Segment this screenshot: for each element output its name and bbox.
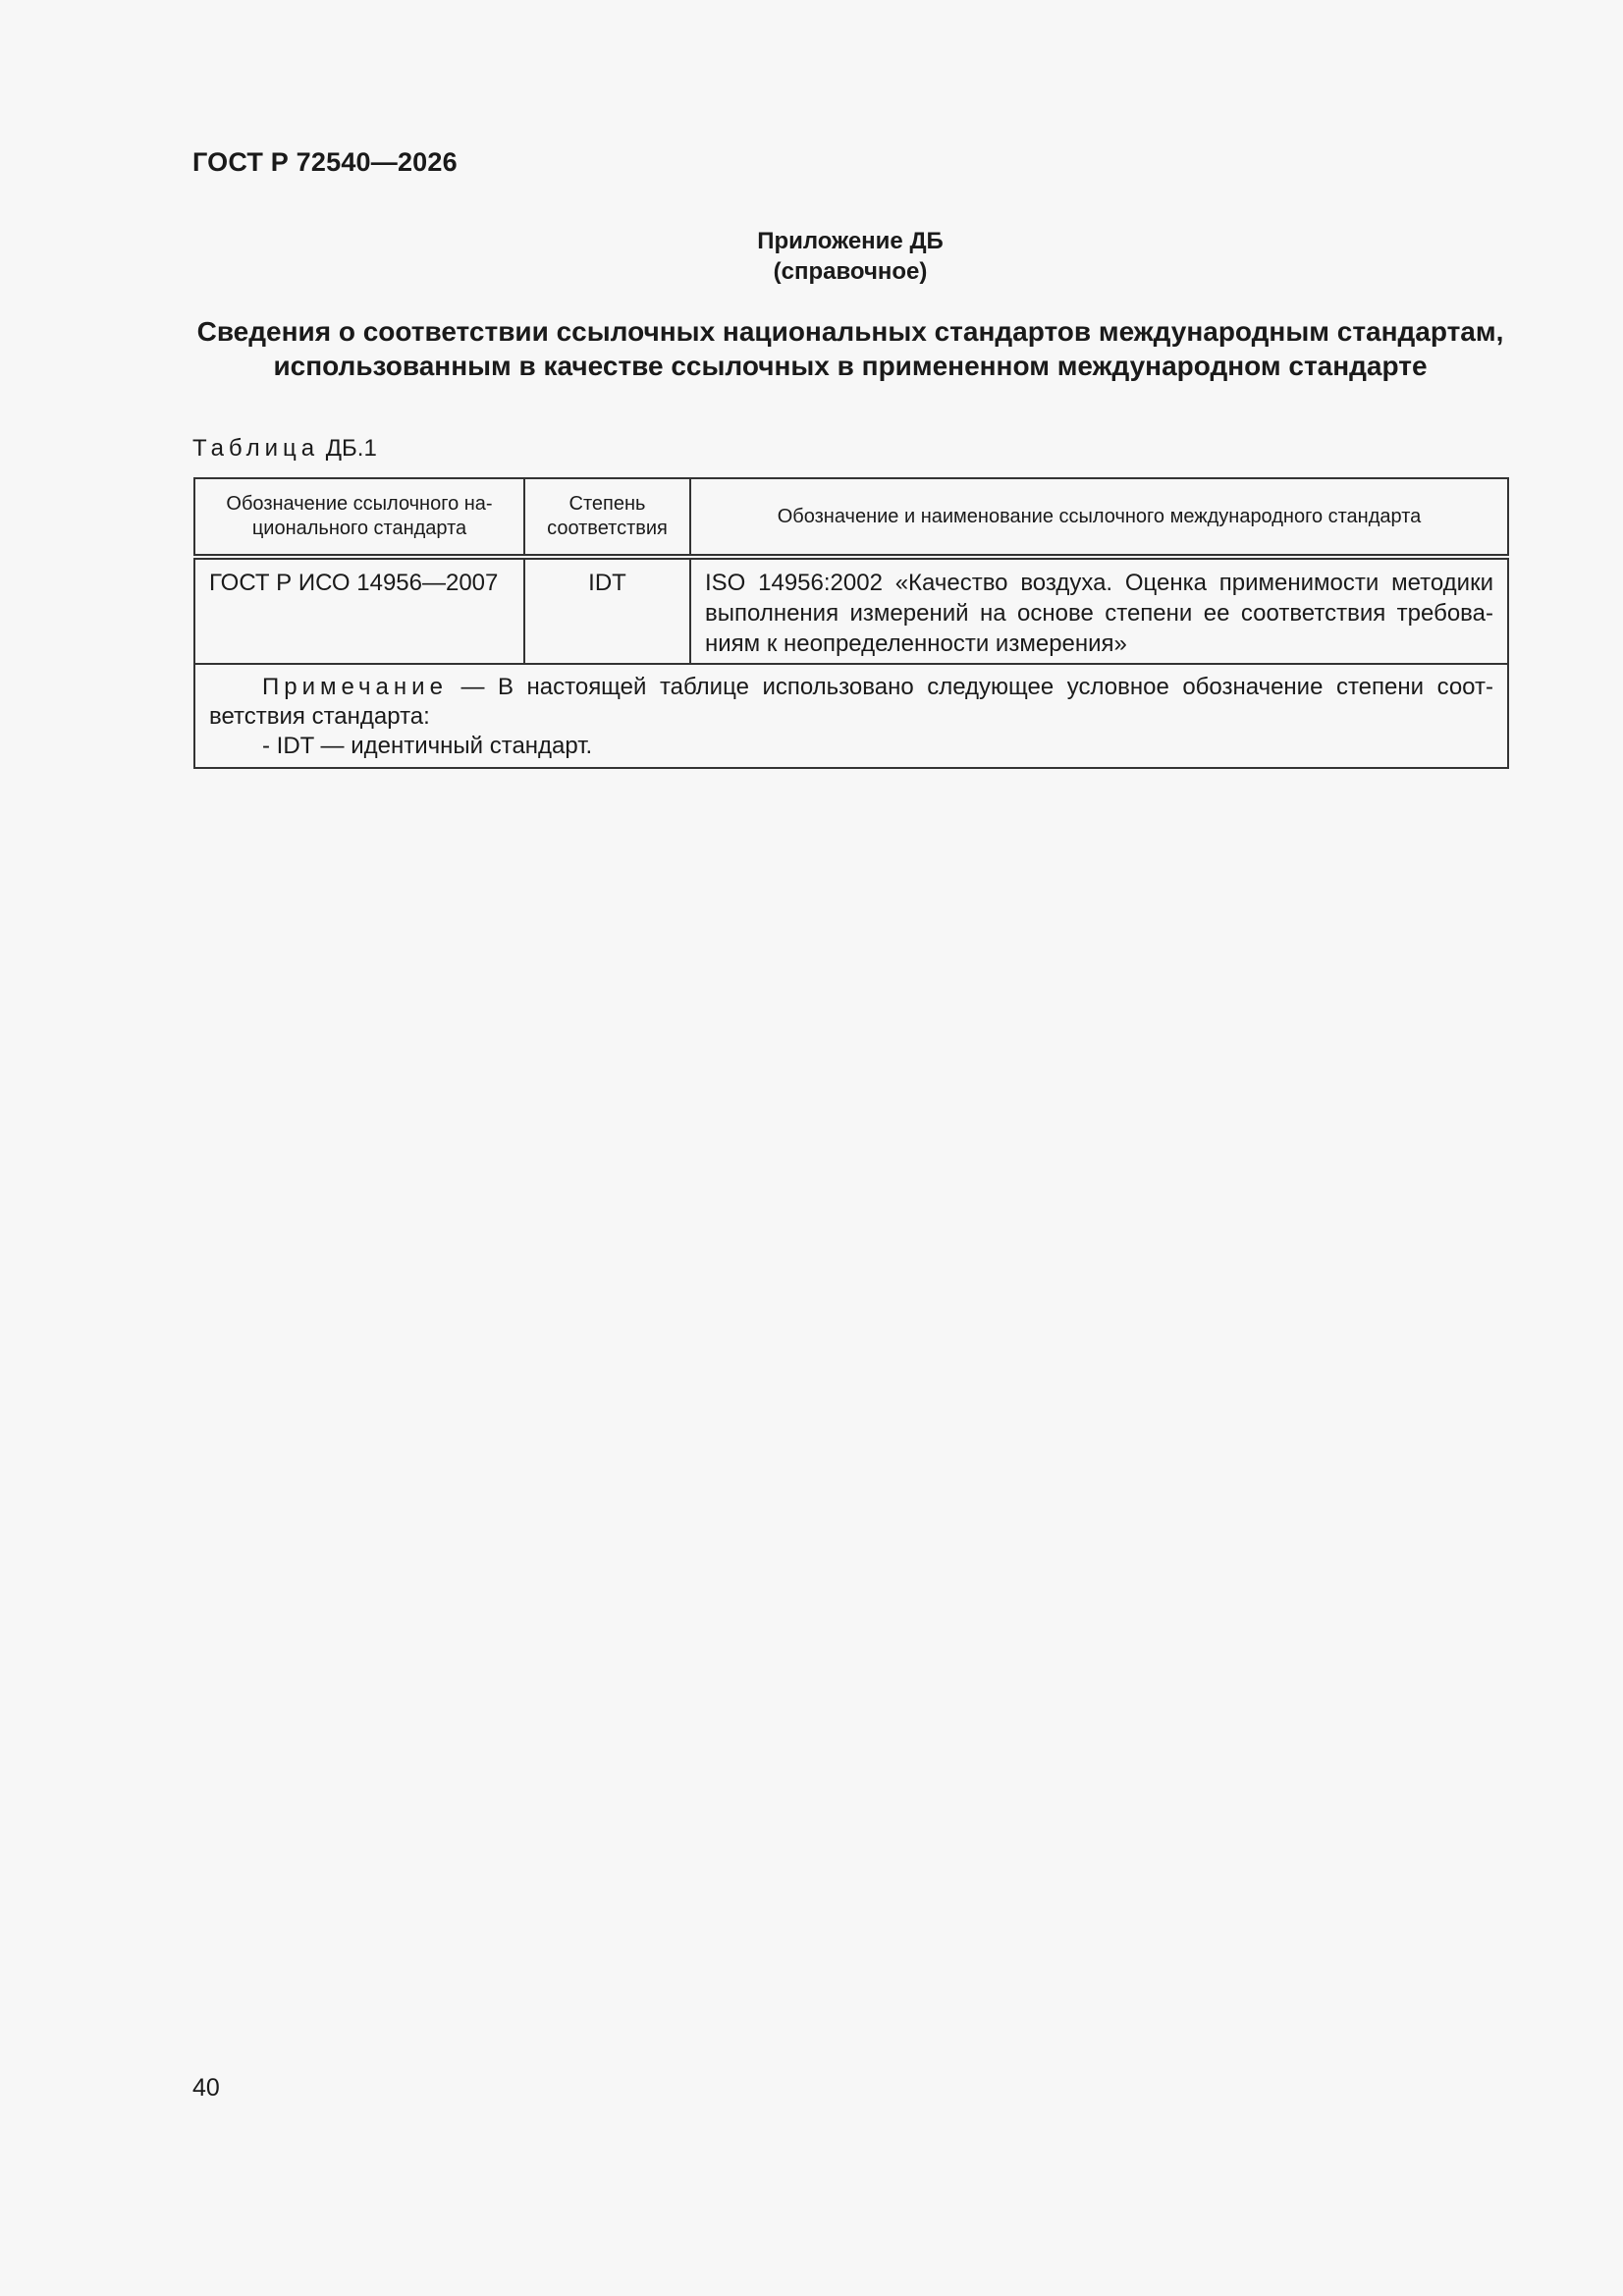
table-note	[194, 664, 1508, 768]
section-title-line-1: Сведения о соответствии ссылочных национальных стандартов международным стандартам,	[196, 316, 1504, 347]
section-title	[192, 314, 1508, 383]
note-text: — В настоящей таблице использовано следующее условное обозначение степени соот- ветствия стандарта:	[209, 674, 1493, 730]
cell-international-standard: ISO 14956:2002 «Качество воздуха. Оценка применимости методики выполнения измерений на основе степени ее соответствия требова- ниям к неопределенности измерения»	[690, 557, 1508, 664]
document-header: ГОСТ Р 72540—2026	[192, 147, 458, 177]
table-note-row	[194, 664, 1508, 768]
reference-standards-table	[193, 477, 1509, 769]
appendix-heading	[192, 226, 1508, 287]
table-caption-word: Таблица	[192, 435, 320, 462]
page-number: 40	[192, 2074, 220, 2102]
header-degree: Степень соответствия	[524, 478, 690, 557]
header-national-standard: Обозначение ссылочного на- ционального стандарта	[194, 478, 524, 557]
cell-degree: IDT	[524, 557, 690, 664]
appendix-type: (справочное)	[773, 258, 928, 285]
note-item: - IDT — идентичный стандарт.	[262, 733, 593, 759]
section-title-line-2: использованным в качестве ссылочных в примененном международном стандарте	[273, 351, 1428, 381]
header-international-standard: Обозначение и наименование ссылочного международного стандарта	[690, 478, 1508, 557]
table-row	[194, 557, 1508, 664]
note-paragraph	[209, 673, 1493, 732]
table-header-row	[194, 478, 1508, 557]
cell-national-standard: ГОСТ Р ИСО 14956—2007	[194, 557, 524, 664]
table-caption-number: ДБ.1	[325, 435, 377, 462]
appendix-title: Приложение ДБ	[757, 228, 944, 254]
note-label: Примечание	[262, 674, 448, 700]
table-caption	[192, 435, 377, 463]
